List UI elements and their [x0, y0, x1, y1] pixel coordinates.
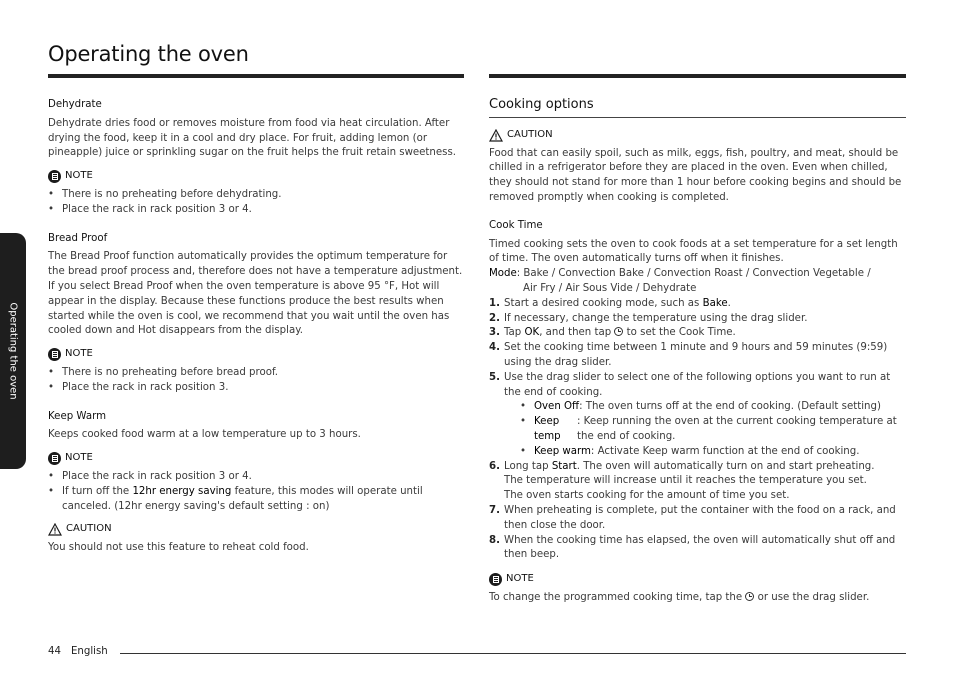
keep-warm-section — [48, 410, 464, 556]
step-text-part: Long tap — [504, 460, 552, 472]
footer-rule — [120, 653, 906, 654]
bread-proof-notes — [48, 366, 464, 396]
page-title: Operating the oven — [48, 42, 249, 66]
dehydrate-notes — [48, 188, 464, 218]
step-item — [489, 326, 906, 341]
cooking-options-caution-header — [489, 128, 906, 143]
option-text: : Keep running the oven at the current cooking temperature at the end of cooking. — [577, 416, 897, 442]
mode-line-2: Air Fry / Air Sous Vide / Dehydrate — [523, 282, 697, 294]
dehydrate-section — [48, 98, 464, 218]
step-text: When preheating is complete, put the container with the food on a rack, and then close the door. — [504, 504, 896, 531]
cook-time-steps — [489, 297, 906, 563]
note-text: To change the programmed cooking time, tap the — [489, 591, 746, 603]
step-item — [489, 297, 906, 312]
mode-line — [489, 267, 906, 282]
note-icon — [48, 452, 61, 465]
chapter-side-tab — [0, 233, 26, 469]
step-text-part: Start a desired cooking mode, such as — [504, 297, 703, 309]
option-term: • Keep warm — [534, 445, 591, 457]
step-number: 3. — [489, 327, 500, 339]
mode-list: : Bake / Convection Bake / Convection Roast / Convection Vegetable / — [516, 268, 871, 280]
step-number: 5. — [489, 371, 500, 383]
end-options-list — [504, 400, 906, 459]
step-item — [489, 460, 906, 504]
step-number: 7. — [489, 504, 500, 516]
step-text-part: . — [727, 297, 731, 309]
list-item — [520, 400, 906, 415]
option-term: • Keep temp — [534, 416, 561, 442]
note-text: feature, this modes will operate until canceled. (12hr energy saving's default setting : on) — [62, 485, 423, 512]
step-number: 8. — [489, 534, 500, 546]
bake-term: Bake — [702, 297, 728, 309]
step-number: 6. — [489, 460, 500, 472]
list-item: • There is no preheating before bread proof. — [62, 366, 464, 381]
step-text-part: . The oven will automatically turn on and start preheating. — [576, 460, 875, 472]
step-text-part: Tap — [504, 327, 525, 339]
keep-warm-note-header — [48, 451, 464, 466]
bread-proof-text-1: The Bread Proof function automatically provides the optimum temperature for the bread proof process and, therefore does not have a temperature adjustment. — [48, 251, 463, 278]
list-item: • Place the rack in rack position 3 or 4. — [62, 203, 464, 218]
cooking-options-caution-text: Food that can easily spoil, such as milk, eggs, fish, poultry, and meat, should be chilled in a refrigerator before they are placed in the oven. Even when chilled, they should not stand for more than 1 hour before cooking begins and should be removed promptly when cooking is completed. — [489, 147, 902, 203]
note-label: NOTE — [65, 452, 93, 464]
step-text-part: The oven starts cooking for the amount of time you set. — [504, 490, 790, 502]
mode-label: Mode — [489, 268, 517, 280]
warning-icon — [48, 523, 62, 536]
caution-label: CAUTION — [507, 128, 553, 140]
step-number: 2. — [489, 312, 500, 324]
note-label: NOTE — [506, 573, 534, 585]
step-number: 1. — [489, 297, 500, 309]
list-item — [62, 485, 464, 515]
list-item: • There is no preheating before dehydrating. — [62, 188, 464, 203]
ok-term: OK — [524, 327, 540, 339]
step-text — [504, 297, 906, 312]
keep-warm-caution-header — [48, 522, 464, 537]
step-text — [504, 326, 906, 341]
step-item — [489, 341, 906, 371]
note-text: If turn off the — [62, 485, 133, 497]
note-label: NOTE — [65, 170, 93, 182]
step-text: Set the cooking time between 1 minute and 9 hours and 59 minutes (9:59) using the drag slider. — [504, 342, 888, 368]
list-item — [520, 445, 906, 460]
list-item — [520, 415, 906, 445]
keep-warm-notes — [48, 470, 464, 514]
step-text-part: The temperature will increase until it reaches the temperature you set. — [504, 475, 867, 487]
bread-proof-section — [48, 232, 464, 396]
step-text: When the cooking time has elapsed, the oven will automatically shut off and then beep. — [504, 534, 896, 561]
step-text-part: Use the drag slider to select one of the following options you want to run at the end of cooking. — [504, 371, 891, 398]
bread-proof-text-2: If you select Bread Proof when the oven temperature is above 95 °F, Hot will appear in the display. Because these functions produce the best results when started while the oven is cool, we recommend that you wait until the oven has cooled down and Hot disappears from the display. — [48, 280, 450, 337]
dehydrate-text: Dehydrate dries food or removes moisture from food via heat circulation. After drying the food, keep it in a cool and dry place. For fruit, adding lemon (or pineapple) juice or sprinkling sugar on the fruit helps the fruit retain sweetness. — [48, 117, 457, 159]
page-number: 44 — [48, 646, 61, 657]
footer-language: English — [70, 646, 108, 657]
header-rule-left — [48, 74, 464, 78]
start-term: Start — [551, 460, 577, 472]
cook-time-intro: Timed cooking sets the oven to cook foods at a set temperature for a set length of time. The oven automatically turns off when it finishes. — [489, 238, 898, 265]
step-item — [489, 534, 906, 564]
warning-icon — [489, 129, 503, 142]
caution-label: CAUTION — [66, 523, 112, 535]
step-item — [489, 312, 906, 327]
side-tab-label: Operating the oven — [7, 302, 19, 400]
energy-saving-term: 12hr energy saving — [132, 485, 232, 497]
list-item: • Place the rack in rack position 3 or 4. — [62, 470, 464, 485]
option-text: : The oven turns off at the end of cooking. (Default setting) — [579, 401, 881, 413]
note-text: or use the drag slider. — [754, 591, 870, 603]
keep-warm-heading: Keep Warm — [48, 410, 107, 422]
cook-time-heading: Cook Time — [489, 219, 543, 231]
step-text: If necessary, change the temperature using the drag slider. — [504, 312, 808, 324]
step-item — [489, 504, 906, 534]
cook-time-note-text — [489, 591, 906, 606]
list-item: • Place the rack in rack position 3. — [62, 381, 464, 396]
option-term: • Oven Off — [534, 401, 580, 413]
keep-warm-text: Keeps cooked food warm at a low temperature up to 3 hours. — [48, 429, 361, 441]
note-icon — [489, 573, 502, 586]
step-item — [489, 371, 906, 460]
note-icon — [48, 348, 61, 361]
header-rule-right — [489, 74, 906, 78]
section-title: Cooking options — [489, 98, 906, 118]
right-column — [489, 98, 906, 606]
step-number: 4. — [489, 342, 500, 354]
note-label: NOTE — [65, 348, 93, 360]
step-text — [504, 371, 906, 460]
page-footer — [48, 646, 108, 657]
left-column — [48, 98, 464, 570]
note-icon — [48, 170, 61, 183]
bread-proof-note-header — [48, 347, 464, 362]
dehydrate-note-header — [48, 169, 464, 184]
keep-warm-caution-text: You should not use this feature to reheat cold food. — [48, 542, 309, 554]
step-text-part: , and then tap — [539, 327, 615, 339]
option-text: : Activate Keep warm function at the end of cooking. — [590, 445, 860, 457]
bread-proof-heading: Bread Proof — [48, 232, 108, 244]
dehydrate-heading: Dehydrate — [48, 99, 102, 110]
cook-time-note-header — [489, 572, 906, 587]
step-text — [504, 460, 906, 504]
step-text-part: to set the Cook Time. — [623, 327, 736, 339]
